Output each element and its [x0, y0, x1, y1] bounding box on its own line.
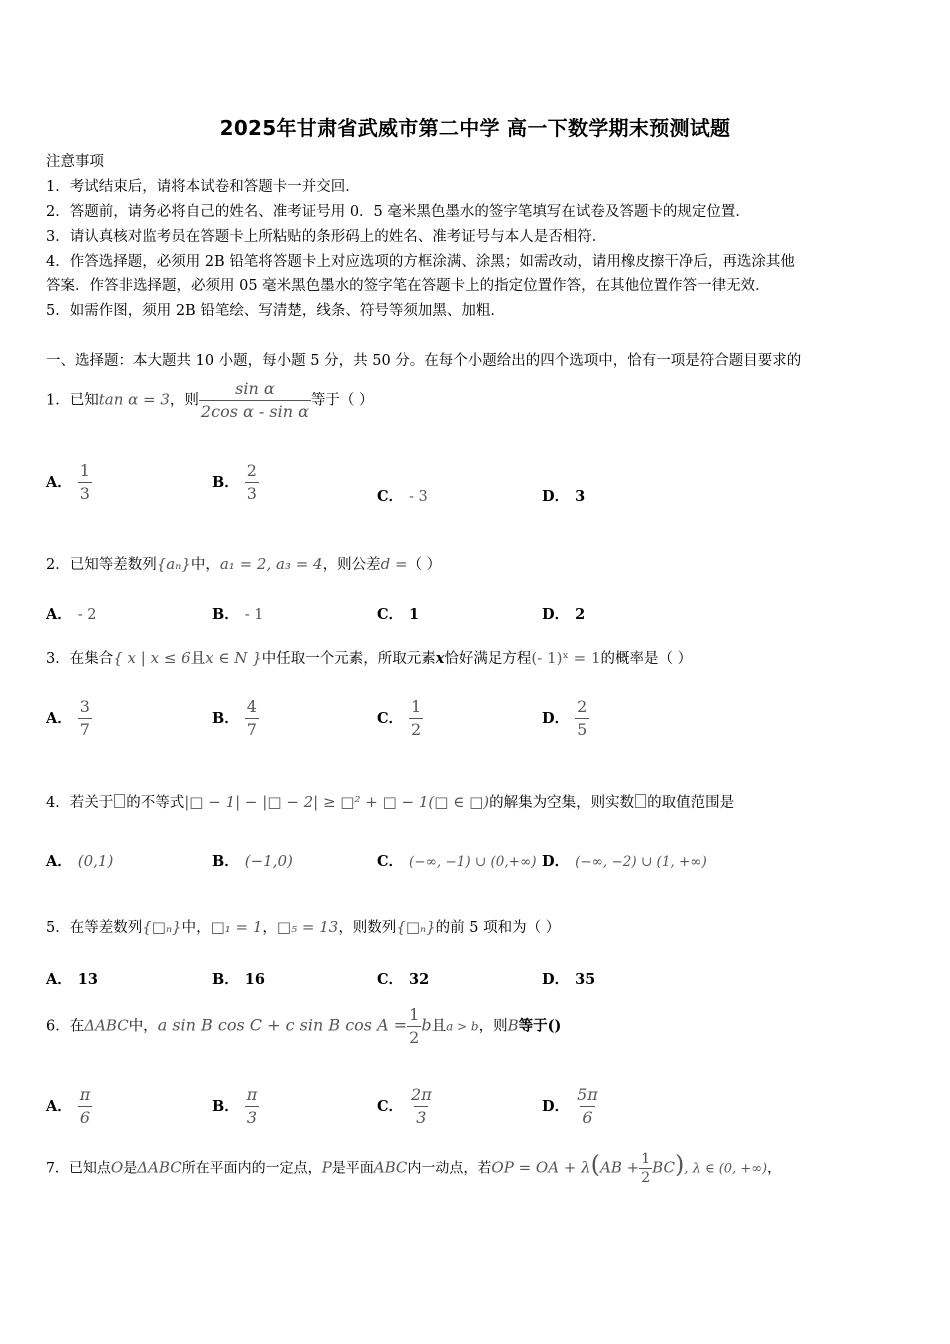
question-text: 所在平面内的一定点，	[181, 1160, 322, 1177]
option-d[interactable]	[542, 1084, 600, 1129]
option-label: D．	[542, 488, 570, 505]
fraction-numerator: 4	[246, 697, 257, 716]
question-text: 是平面	[331, 1160, 374, 1177]
fraction-denominator: 2	[409, 1028, 420, 1047]
option-label: C．	[377, 709, 404, 727]
question-text: 若关于	[69, 795, 114, 811]
question-text: 在	[69, 1018, 85, 1035]
option-b[interactable]	[212, 460, 259, 505]
option-label: C．	[377, 488, 404, 505]
fraction-numerator: 1	[79, 461, 90, 480]
math-condition: , λ ∈ (0, +∞)	[684, 1161, 768, 1177]
question-text: 的取值范围是	[647, 795, 735, 811]
option-value: (−∞, −2) ∪ (1, +∞)	[575, 854, 707, 870]
fraction-numerator: π	[79, 1085, 91, 1104]
question-text: 的概率是（ ）	[600, 651, 693, 667]
option-label: D．	[542, 971, 570, 988]
option-c[interactable]	[377, 850, 537, 871]
math-fraction	[78, 696, 92, 741]
option-d[interactable]	[542, 485, 585, 506]
math-sequence: {□ₙ}	[396, 918, 436, 936]
option-label: B．	[212, 606, 239, 623]
question-1	[46, 378, 374, 423]
option-c[interactable]	[377, 485, 428, 506]
question-text: 且	[190, 651, 206, 667]
fraction-numerator: 2	[577, 697, 588, 716]
option-value: - 3	[409, 489, 428, 505]
fraction-numerator: 1	[411, 697, 422, 716]
question-text: 已知	[69, 392, 99, 409]
question-6	[46, 1004, 561, 1049]
question-text: 在等差数列	[69, 920, 143, 936]
note-item-1: 1．考试结束后，请将本试卷和答题卡一并交回．	[46, 179, 360, 195]
fraction-denominator: 3	[246, 484, 257, 503]
option-a[interactable]	[46, 603, 97, 624]
question-text: 等于()	[518, 1017, 562, 1035]
math-variable: x	[435, 650, 445, 667]
math-fraction	[575, 1084, 600, 1129]
math-condition: x ∈ N }	[205, 649, 262, 667]
fraction-numerator: 1	[409, 1005, 420, 1024]
question-text: 等于（ ）	[310, 392, 374, 409]
option-label: B．	[212, 1097, 239, 1115]
option-a[interactable]	[46, 968, 98, 989]
math-equation: a sin B cos C + c sin B cos A =	[157, 1015, 408, 1035]
option-d[interactable]	[542, 968, 595, 989]
question-text: 中任取一个元素，所取元素	[261, 651, 436, 667]
math-sequence: {aₙ}	[156, 555, 191, 573]
fraction-denominator: 6	[582, 1108, 593, 1127]
fraction-denominator: 3	[246, 1108, 258, 1127]
math-condition: a₁ = 2, a₃ = 4	[219, 555, 323, 573]
note-item-4: 4．作答选择题，必须用 2B 铅笔将答题卡上对应选项的方框涂满、涂黑；如需改动，请用橡皮擦干净后，再选涂其他	[46, 254, 795, 270]
section-heading: 一、选择题：本大题共 10 小题，每小题 5 分，共 50 分。在每个小题给出的四个选项中，恰有一项是符合题目要求的	[46, 353, 802, 369]
option-a[interactable]	[46, 460, 92, 505]
question-number: 6．	[46, 1018, 70, 1035]
option-label: A．	[46, 853, 72, 870]
question-text: ，	[767, 1160, 782, 1177]
option-label: C．	[377, 971, 404, 988]
option-label: A．	[46, 606, 72, 623]
question-text: ，	[262, 920, 277, 936]
option-b[interactable]	[212, 1084, 259, 1129]
option-value: - 1	[244, 607, 264, 623]
question-text: 中，	[190, 557, 220, 573]
math-condition: tan α = 3	[98, 390, 170, 409]
question-text: 内一动点，若	[407, 1160, 492, 1177]
fraction-numerator: 2	[246, 461, 257, 480]
option-b[interactable]	[212, 603, 264, 624]
option-value: 3	[575, 488, 586, 505]
question-text: ，则	[169, 392, 199, 409]
option-c[interactable]	[377, 1084, 434, 1129]
option-value: (0,1)	[77, 852, 114, 870]
fraction-denominator: 6	[79, 1108, 91, 1127]
fraction-denominator: 3	[79, 484, 90, 503]
fraction-numerator: π	[246, 1085, 258, 1104]
fraction-numerator: sin α	[235, 379, 275, 398]
option-a[interactable]	[46, 1084, 92, 1129]
question-number: 5．	[46, 920, 70, 936]
math-equation: OP = OA + λ	[491, 1158, 591, 1177]
option-c[interactable]	[377, 696, 423, 741]
question-text: ，则	[478, 1018, 508, 1035]
fraction-denominator: 2	[641, 1170, 651, 1186]
question-7	[46, 1150, 781, 1187]
question-5	[46, 916, 560, 939]
question-number: 2．	[46, 557, 70, 573]
option-d[interactable]	[542, 696, 589, 741]
math-sequence: {□ₙ}	[142, 918, 182, 936]
math-fraction	[78, 1084, 93, 1129]
option-label: B．	[212, 971, 239, 988]
math-variable: d =	[380, 555, 408, 573]
fraction-denominator: 5	[577, 720, 588, 739]
math-triangle: ΔABC	[84, 1016, 129, 1035]
fraction-denominator: 7	[79, 720, 90, 739]
math-inequality: |□ − 1| − |□ − 2| ≥ □² + □ − 1(□ ∈ □)	[184, 793, 490, 811]
question-2	[46, 553, 441, 576]
option-b[interactable]	[212, 850, 293, 871]
missing-glyph-box	[114, 794, 125, 808]
option-label: D．	[542, 606, 570, 623]
math-equation: AB +	[600, 1158, 640, 1177]
question-text: 已知点	[68, 1160, 111, 1177]
option-label: B．	[212, 709, 239, 727]
question-text: ，则数列	[338, 920, 397, 936]
math-equation: (- 1)ˣ = 1	[531, 649, 601, 667]
option-value: 13	[77, 971, 98, 988]
question-text: 恰好满足方程	[444, 651, 532, 667]
option-a[interactable]	[46, 850, 113, 871]
math-fraction	[639, 1150, 652, 1187]
question-4	[46, 791, 734, 814]
option-label: A．	[46, 709, 72, 727]
option-c[interactable]	[377, 968, 429, 989]
option-value: 32	[409, 971, 430, 988]
math-set: { x | x ≤ 6	[113, 649, 191, 667]
fraction-denominator: 2cos α - sin α	[200, 402, 309, 421]
math-fraction	[245, 1084, 260, 1129]
math-condition: a > b	[446, 1019, 479, 1034]
math-fraction	[409, 1084, 434, 1129]
option-c[interactable]	[377, 603, 419, 624]
fraction-denominator: 2	[411, 720, 422, 739]
option-label: A．	[46, 1097, 72, 1115]
option-value: 2	[575, 606, 586, 623]
math-fraction	[575, 696, 589, 741]
question-text: 已知等差数列	[69, 557, 157, 573]
math-point: P	[321, 1158, 332, 1177]
note-item-4-cont: 答案．作答非选择题，必须用 05 毫米黑色墨水的签字笔在答题卡上的指定位置作答，在其他位置作答一律无效．	[46, 278, 770, 294]
option-value: 16	[244, 971, 265, 988]
option-label: D．	[542, 1097, 570, 1115]
option-value: - 2	[77, 607, 97, 623]
option-b[interactable]	[212, 696, 259, 741]
math-triangle: ΔABC	[137, 1158, 182, 1177]
question-text: 的前 5 项和为（ ）	[435, 920, 561, 936]
math-condition: □₅ = 13	[276, 918, 339, 936]
question-number: 7．	[46, 1160, 69, 1177]
note-item-3: 3．请认真核对监考员在答题卡上所粘贴的条形码上的姓名、准考证号与本人是否相符．	[46, 229, 607, 245]
question-text: （ ）	[407, 557, 442, 573]
option-label: C．	[377, 853, 404, 870]
math-paren: (	[590, 1150, 601, 1179]
fraction-denominator: 3	[416, 1108, 427, 1127]
option-d[interactable]	[542, 850, 707, 871]
question-3	[46, 647, 692, 670]
question-number: 4．	[46, 795, 70, 811]
fraction-numerator: 1	[641, 1151, 651, 1167]
question-text: 且	[431, 1018, 447, 1035]
math-variable: B	[507, 1016, 519, 1035]
math-condition: □₁ = 1	[210, 918, 263, 936]
question-text: ，则公差	[322, 557, 381, 573]
missing-glyph-box	[635, 794, 646, 808]
option-label: C．	[377, 1097, 404, 1115]
option-label: C．	[377, 606, 404, 623]
fraction-numerator: 3	[79, 697, 90, 716]
note-item-2: 2．答题前，请务必将自己的姓名、准考证号用 0．5 毫米黑色墨水的签字笔填写在试卷及答题卡的规定位置．	[46, 204, 750, 220]
fraction-denominator: 7	[246, 720, 257, 739]
option-value: (−1,0)	[244, 852, 293, 870]
math-paren: )	[674, 1150, 685, 1179]
math-variable: b	[421, 1015, 432, 1035]
math-fraction	[199, 378, 311, 423]
math-fraction	[78, 460, 92, 505]
math-fraction	[409, 696, 423, 741]
option-label: A．	[46, 971, 72, 988]
math-point: O	[110, 1158, 124, 1177]
question-text: 是	[123, 1160, 138, 1177]
option-value: 35	[575, 971, 596, 988]
fraction-numerator: 5π	[577, 1085, 598, 1104]
question-text: 的解集为空集，则实数	[489, 795, 635, 811]
math-fraction	[407, 1004, 421, 1049]
question-text: 的不等式	[126, 795, 185, 811]
option-label: A．	[46, 473, 72, 491]
note-item-5: 5．如需作图，须用 2B 铅笔绘、写清楚，线条、符号等须加黑、加粗．	[46, 303, 505, 319]
option-b[interactable]	[212, 968, 265, 989]
math-fraction	[245, 460, 259, 505]
question-text: 在集合	[69, 651, 114, 667]
math-plane: ABC	[373, 1158, 408, 1177]
question-text: 中，	[181, 920, 211, 936]
question-number: 3．	[46, 651, 70, 667]
fraction-numerator: 2π	[411, 1085, 432, 1104]
option-value: (−∞, −1) ∪ (0,+∞)	[409, 854, 537, 870]
option-label: B．	[212, 853, 239, 870]
notes-heading: 注意事项	[46, 154, 104, 170]
question-text: 中，	[128, 1018, 158, 1035]
question-number: 1．	[46, 392, 70, 409]
exam-title: 2025年甘肃省武威市第二中学 高一下数学期末预测试题	[219, 116, 731, 140]
option-label: B．	[212, 473, 239, 491]
option-label: D．	[542, 709, 570, 727]
option-label: D．	[542, 853, 570, 870]
option-value: 1	[409, 606, 420, 623]
math-fraction	[245, 696, 259, 741]
math-equation: BC	[652, 1158, 675, 1177]
option-d[interactable]	[542, 603, 585, 624]
option-a[interactable]	[46, 696, 92, 741]
